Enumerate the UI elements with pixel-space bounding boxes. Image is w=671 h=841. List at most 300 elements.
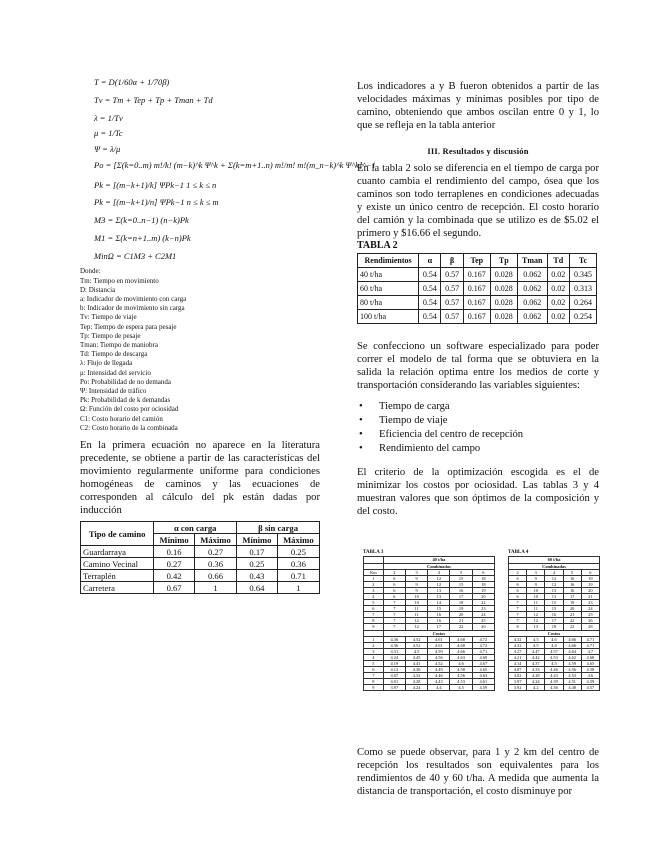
table-cell: 6	[509, 581, 527, 587]
table-cell: 4.14	[509, 661, 527, 667]
table-cell: 4.36	[383, 636, 405, 642]
table-cell: 7	[383, 606, 405, 612]
table-cell: 17	[563, 593, 581, 599]
table1-group1-header: α con carga	[154, 522, 237, 534]
table-cell: 8	[509, 624, 527, 630]
table-cell: 0.57	[441, 268, 463, 282]
table-cell: 6	[581, 569, 599, 575]
table2-header: Rendimientos	[358, 254, 419, 268]
definition-item: Tm: Tiempo en movimiento	[80, 276, 159, 285]
table-row	[81, 558, 320, 570]
table-cell: 8	[364, 679, 384, 685]
table-cell: 4.47	[527, 648, 545, 654]
table-cell: 21	[450, 618, 472, 624]
table-cell: 9	[405, 587, 427, 593]
equation: MinΩ = C1M3 + C2M1	[94, 250, 177, 261]
table-cell: 7	[509, 606, 527, 612]
table-cell: 10	[405, 600, 427, 606]
equation: Tv = Tm + Tep + Tp + Tman + Td	[94, 94, 213, 105]
definition-item: Tman: Tiempo de maniobra	[80, 341, 158, 350]
table-cell: 0.57	[441, 282, 463, 296]
table-cell: 8	[364, 618, 384, 624]
table-cell: 19	[563, 600, 581, 606]
table-cell: 3	[364, 648, 384, 654]
table1-group2-header: β sin carga	[237, 522, 320, 534]
table-cell: 0.028	[490, 296, 517, 310]
table-cell: 24	[581, 606, 599, 612]
table4-costos: Costos	[509, 630, 600, 636]
table-cell: 22	[563, 618, 581, 624]
table-cell: 0.16	[154, 546, 195, 558]
table-cell: 22	[563, 624, 581, 630]
table-cell: 5	[450, 569, 472, 575]
definition-item: μ: Intensidad del servicio	[80, 368, 151, 377]
table-cell: 17	[545, 618, 563, 624]
table-cell: 6	[383, 575, 405, 581]
table-cell: 4.39	[545, 679, 563, 685]
table-cell: 80 t/ha	[358, 296, 419, 310]
table-cell: 0.64	[237, 582, 278, 594]
definition-item: Po: Probabilidad de no demanda	[80, 377, 171, 386]
table-cell: 18	[472, 575, 494, 581]
table-cell: 11	[527, 606, 545, 612]
table3-block	[363, 550, 495, 691]
equation: Po = [Σ(k=0..m) m!/k! (m−k)^k Ψ^k + Σ(k=m+1..n) m!/m! m!(m_n−k)^k Ψ^k]^−1	[94, 159, 376, 170]
list-item: • Tiempo de viaje	[357, 414, 599, 428]
list-item: • Eficiencia del centro de recepción	[357, 428, 599, 442]
table-cell: 22	[472, 600, 494, 606]
table-cell: 17	[428, 624, 450, 630]
table-cell: 19	[581, 575, 599, 581]
table-cell: 20	[472, 593, 494, 599]
table-cell: 4.65	[581, 661, 599, 667]
table-cell: 4.56	[428, 654, 450, 660]
table-cell: 16	[545, 612, 563, 618]
table-cell: 4.48	[563, 685, 581, 691]
table-cell: 13	[428, 593, 450, 599]
table-cell: 7	[383, 624, 405, 630]
table-cell: 4.63	[472, 673, 494, 679]
table-cell: 4.21	[509, 654, 527, 660]
table-cell: 4.33	[527, 667, 545, 673]
table-cell: 4.41	[405, 661, 427, 667]
table-cell: 0.167	[463, 282, 490, 296]
equation: M1 = Σ(k=n+1..m) (k−n)Pk	[94, 232, 191, 243]
table-cell: 0.42	[154, 570, 195, 582]
table-cell: 4.72	[472, 636, 494, 642]
table-cell: 0.02	[547, 268, 569, 282]
table-cell: 9	[405, 575, 427, 581]
table-cell: 6	[364, 667, 384, 673]
table-cell: 6	[509, 593, 527, 599]
table-cell: 2	[364, 581, 384, 587]
table-cell: 0.167	[463, 268, 490, 282]
table-cell: 13	[545, 593, 563, 599]
table-cell: 4.66	[450, 648, 472, 654]
definition-item: a: Indicador de movimiento con carga	[80, 295, 187, 304]
table-cell: 15	[545, 600, 563, 606]
table-cell: 4.27	[509, 648, 527, 654]
definition-item: Pk: Probabilidad de k demandas	[80, 396, 171, 405]
table4-caption: TABLA 4	[508, 550, 529, 555]
table-cell: 4.67	[472, 661, 494, 667]
table-cell: 4.53	[545, 654, 563, 660]
table-cell: 6	[383, 587, 405, 593]
table-cell: 6	[383, 581, 405, 587]
table-cell: 0.54	[419, 296, 441, 310]
table-row	[509, 685, 600, 691]
table-cell: 4.66	[563, 636, 581, 642]
table-cell: 21	[563, 612, 581, 618]
table-cell: 15	[428, 606, 450, 612]
list-item: • Tiempo de carga	[357, 400, 599, 414]
equation: Pk = [(m−k+1)/n] ΨPk−1 n ≤ k ≤ m	[94, 197, 219, 208]
table4-combinadas: Combinadas	[509, 563, 600, 569]
left-paragraph: En la primera ecuación no aparece en la literatura precedente, se obtiene a partir de las características del movimiento regularmente uniforme para condiciones homogéneas de caminos y las ecuaciones de corresponden al cálculo del pk están dadas por inducción	[80, 440, 320, 517]
table-cell: 11	[405, 612, 427, 618]
table-cell: 10	[527, 593, 545, 599]
table-cell: 3	[527, 569, 545, 575]
table-cell: 9	[527, 581, 545, 587]
definitions-title: Donde:	[80, 267, 101, 276]
table-cell: 3.97	[509, 679, 527, 685]
table-cell: 7	[383, 600, 405, 606]
definition-item: Tp: Tiempo de pesaje	[80, 331, 141, 340]
table-cell: 4.5	[405, 648, 427, 654]
table-cell: Terraplén	[81, 570, 154, 582]
table-cell: 6	[383, 593, 405, 599]
table-cell: 0.67	[154, 582, 195, 594]
table-cell: 4.19	[383, 661, 405, 667]
table-cell: 4.58	[450, 667, 472, 673]
table-cell: Carretera	[81, 582, 154, 594]
table-row	[358, 268, 597, 282]
table2-header: β	[441, 254, 463, 268]
table-cell: 0.062	[517, 296, 547, 310]
table-row	[81, 546, 320, 558]
table-cell: 4.36	[383, 642, 405, 648]
table1-sub-header: Máximo	[194, 534, 236, 546]
table-cell: 40 t/ha	[358, 268, 419, 282]
table-cell: 0.36	[277, 558, 319, 570]
section-heading: III. Resultados y discusión	[427, 146, 529, 156]
table-cell: 4	[428, 569, 450, 575]
table-cell: 0.36	[194, 558, 236, 570]
table4-yield: 60 t/ha	[509, 557, 600, 563]
table-cell: 25	[472, 618, 494, 624]
table-cell: 10	[405, 593, 427, 599]
table2-header: Tp	[490, 254, 517, 268]
table-cell: 4.28	[405, 679, 427, 685]
table-cell: 9	[527, 575, 545, 581]
table-cell: 4.28	[527, 673, 545, 679]
table3-caption: TABLA 3	[363, 550, 384, 555]
equation: T = D(1/60α + 1/70β)	[94, 77, 170, 87]
definitions	[80, 267, 320, 433]
table-cell: 18	[472, 581, 494, 587]
table-cell: 4.37	[527, 661, 545, 667]
table-cell: 15	[545, 606, 563, 612]
table-cell: 4.43	[428, 679, 450, 685]
table-cell: 4.57	[545, 648, 563, 654]
table-cell: 4.72	[472, 642, 494, 648]
table-cell: 12	[428, 575, 450, 581]
table1-col0-header: Tipo de camino	[81, 522, 154, 546]
table-cell: 3.97	[383, 685, 405, 691]
table-cell: 0.264	[569, 296, 596, 310]
table-cell: 0.02	[547, 296, 569, 310]
table-cell: 4	[364, 654, 384, 660]
table-cell: 4.42	[527, 654, 545, 660]
table-cell: 16	[563, 581, 581, 587]
table-cell: 4.56	[563, 667, 581, 673]
table-cell: 4.58	[581, 667, 599, 673]
table-cell: 1	[364, 575, 384, 581]
table-cell: 11	[527, 600, 545, 606]
table-cell: 4.5	[545, 661, 563, 667]
table-cell: 4.71	[581, 636, 599, 642]
table-cell: 0.71	[277, 570, 319, 582]
table-row	[358, 310, 597, 324]
equation: M3 = Σ(k=0..n−1) (n−k)Pk	[94, 215, 189, 226]
table1-sub-header: Mínimo	[154, 534, 195, 546]
table-cell: 13	[545, 587, 563, 593]
table-cell: 4.46	[428, 673, 450, 679]
table-cell: 4.61	[428, 636, 450, 642]
table-cell: 16	[450, 587, 472, 593]
table-cell: 0.54	[419, 268, 441, 282]
table-cell: 4.64	[563, 648, 581, 654]
table-row	[358, 296, 597, 310]
table-cell: 4.57	[581, 685, 599, 691]
table-cell: 5	[563, 569, 581, 575]
table-cell: 4.6	[450, 661, 472, 667]
table-cell: 4.59	[428, 648, 450, 654]
table-cell: 12	[405, 624, 427, 630]
table-cell: 0.028	[490, 310, 517, 324]
table-cell: 10	[527, 587, 545, 593]
table-cell: 4.6	[581, 673, 599, 679]
table3-costos: Costos	[383, 630, 494, 636]
table-cell: 4.53	[563, 673, 581, 679]
table-cell: 12	[527, 618, 545, 624]
table-cell: 15	[450, 575, 472, 581]
table-cell: 4.31	[383, 648, 405, 654]
table-cell: 4.5	[527, 642, 545, 648]
table-cell: 4.53	[450, 679, 472, 685]
table-cell: 7	[383, 612, 405, 618]
list-item: • Rendimiento del campo	[357, 442, 599, 456]
table2-header: Tman	[517, 254, 547, 268]
table-cell: 4.5	[450, 685, 472, 691]
speed-indicators-table	[80, 521, 320, 594]
table-cell: 9	[364, 685, 384, 691]
table-cell: 0.54	[419, 282, 441, 296]
equation: μ = 1/Tc	[94, 128, 123, 139]
table-cell: 4.43	[545, 673, 563, 679]
table-cell: 7	[509, 612, 527, 618]
table-cell: 9	[364, 624, 384, 630]
table-cell: 4.36	[545, 685, 563, 691]
table-row	[358, 282, 597, 296]
table-cell: 0.02	[547, 310, 569, 324]
equation-list	[80, 77, 376, 261]
table-cell: 7	[509, 600, 527, 606]
table-cell: 14	[428, 600, 450, 606]
right-column-bottom	[357, 746, 599, 798]
table-cell: 4.71	[581, 642, 599, 648]
table-cell: 26	[581, 618, 599, 624]
definition-item: Td: Tiempo de descarga	[80, 350, 148, 359]
table-cell: 4.02	[509, 673, 527, 679]
equation: λ = 1/Tv	[94, 112, 123, 123]
right-paragraph-5: Como se puede observar, para 1 y 2 km del centro de recepción los resultados son equivalentes para los rendimientos de 40 y 60 t/ha. A medida que aumenta la distancia de transportación, el costo disminuye por	[357, 747, 599, 797]
table-cell: 4.66	[563, 642, 581, 648]
table-cell: 26	[472, 624, 494, 630]
table-cell: 4.68	[581, 654, 599, 660]
table-cell: 4.59	[581, 679, 599, 685]
table-cell: 0.25	[277, 546, 319, 558]
equation: Ψ = λ/μ	[94, 144, 121, 155]
table-cell: 9	[405, 581, 427, 587]
table-cell: 0.167	[463, 310, 490, 324]
table-cell: 4.68	[450, 636, 472, 642]
definition-item: Ω: Función del costo por ociosidad	[80, 405, 179, 414]
table-cell: 1	[364, 636, 384, 642]
table-cell: 4.6	[545, 642, 563, 648]
table-cell: 4.69	[472, 654, 494, 660]
table2-header: α	[419, 254, 441, 268]
table-cell: 4.32	[509, 636, 527, 642]
right-paragraph-1: Los indicadores a y B fueron obtenidos a partir de las velocidades máximas y mínimas posibles por tipo de camino, obteniendo que ambos oscilan entre 0 y 1, lo que se refleja en la tabla anterior	[357, 81, 599, 131]
table-cell: 0.66	[194, 570, 236, 582]
table4-block	[508, 550, 600, 691]
table-cell: 12	[428, 581, 450, 587]
table-cell: 5	[364, 600, 384, 606]
table-cell: 0.062	[517, 282, 547, 296]
table2-header: Tc	[569, 254, 596, 268]
table-cell: 4.59	[563, 661, 581, 667]
table-cell: 19	[581, 581, 599, 587]
table-cell: 4.4	[428, 685, 450, 691]
table-cell: 12	[545, 575, 563, 581]
table-cell: 4.61	[472, 679, 494, 685]
table-cell: 12	[405, 618, 427, 624]
table-cell: 60 t/ha	[358, 282, 419, 296]
table-row	[81, 582, 320, 594]
table-cell: 15	[450, 581, 472, 587]
table1-sub-header: Mínimo	[237, 534, 278, 546]
definition-item: Ψ: Intensidad de tráfico	[80, 387, 147, 396]
table-cell: Km	[364, 569, 384, 575]
table-cell: 0.254	[569, 310, 596, 324]
table3-yield: 40 t/ha	[383, 557, 494, 563]
table-cell: 3	[364, 587, 384, 593]
table-cell: 28	[581, 624, 599, 630]
table-cell: 6	[509, 575, 527, 581]
table-cell: 5	[364, 661, 384, 667]
table2	[357, 253, 597, 324]
table-cell: 16	[428, 618, 450, 624]
table-cell: 7	[383, 618, 405, 624]
definition-item: b: Indicador de movimiento sin carga	[80, 304, 185, 313]
table-cell: 4.61	[428, 642, 450, 648]
definition-item: Tep: Tiempo de espera para pesaje	[80, 322, 177, 331]
table-cell: 4.5	[527, 636, 545, 642]
table-cell: 4.62	[563, 654, 581, 660]
table-cell: 25	[581, 612, 599, 618]
table-cell: 0.17	[237, 546, 278, 558]
table-cell: Camino Vecinal	[81, 558, 154, 570]
definition-item: λ: Flujo de llegada	[80, 359, 133, 368]
table-cell: 17	[450, 593, 472, 599]
table-cell: 0.57	[441, 296, 463, 310]
table-cell: 4	[545, 569, 563, 575]
right-paragraph-2: En la tabla 2 solo se diferencia en el tiempo de carga por cuanto cambia el rendimiento del campo, ósea que los caminos son todo terraplenes en condiciones adecuadas y existe un único centro de recepción. El costo horario del camión y la combinada que se utilizo es de $5.02 el primero y $16.66 el segundo.	[357, 163, 599, 239]
table-cell: 4.24	[383, 654, 405, 660]
table-cell: 4.52	[405, 636, 427, 642]
table-cell: 4.7	[581, 648, 599, 654]
table-cell: 4.63	[450, 654, 472, 660]
table-cell: 13	[428, 587, 450, 593]
table-cell: 0.167	[463, 296, 490, 310]
table-cell: 4.56	[450, 673, 472, 679]
table-cell: 6	[509, 587, 527, 593]
table-cell: 6	[364, 606, 384, 612]
table-cell: 20	[581, 587, 599, 593]
table-cell: 7	[364, 673, 384, 679]
table3-combinadas: Combinadas	[383, 563, 494, 569]
table-cell: 4.01	[383, 679, 405, 685]
table-cell: 1	[277, 582, 319, 594]
table-cell: 22	[450, 624, 472, 630]
table-cell: 4.6	[545, 636, 563, 642]
table-cell: 0.028	[490, 268, 517, 282]
table-cell: 23	[581, 600, 599, 606]
table-cell: 20	[563, 606, 581, 612]
table-cell: 4.12	[383, 667, 405, 673]
table-cell: 4.71	[472, 648, 494, 654]
table-cell: Guardarraya	[81, 546, 154, 558]
table-cell: 6	[472, 569, 494, 575]
table-cell: 4.68	[450, 642, 472, 648]
table-cell: 20	[450, 612, 472, 618]
table-cell: 3.92	[509, 685, 527, 691]
table-cell: 3	[405, 569, 427, 575]
table-cell: 0.062	[517, 310, 547, 324]
definition-item: Tv: Tiempo de viaje	[80, 313, 137, 322]
definition-item: C2: Costo horario de la combinada	[80, 423, 178, 432]
table3	[363, 556, 495, 691]
table-cell: 4.24	[405, 685, 427, 691]
table-cell: 4.49	[428, 667, 450, 673]
table-cell: 2	[383, 569, 405, 575]
table2-caption: TABLA 2	[357, 240, 398, 251]
table-cell: 13	[527, 624, 545, 630]
table-cell: 4.24	[527, 679, 545, 685]
equation: Pk = [(m−k+1)/k] ΨPk−1 1 ≤ k ≤ n	[94, 179, 217, 190]
right-paragraph-3: Se confecciono un software especializado para poder correr el modelo de tal forma que se obtuviera en la salida la relación optima entre los medios de corte y transportación considerando las variables siguientes:	[357, 341, 599, 391]
table-cell: 0.27	[154, 558, 195, 570]
table-cell: 0.43	[237, 570, 278, 582]
table-row	[81, 570, 320, 582]
table-cell: 1	[194, 582, 236, 594]
table-cell: 0.25	[237, 558, 278, 570]
table-cell: 16	[428, 612, 450, 618]
table-cell: 4.52	[405, 642, 427, 648]
table-cell: 18	[450, 600, 472, 606]
table-cell: 7	[364, 612, 384, 618]
